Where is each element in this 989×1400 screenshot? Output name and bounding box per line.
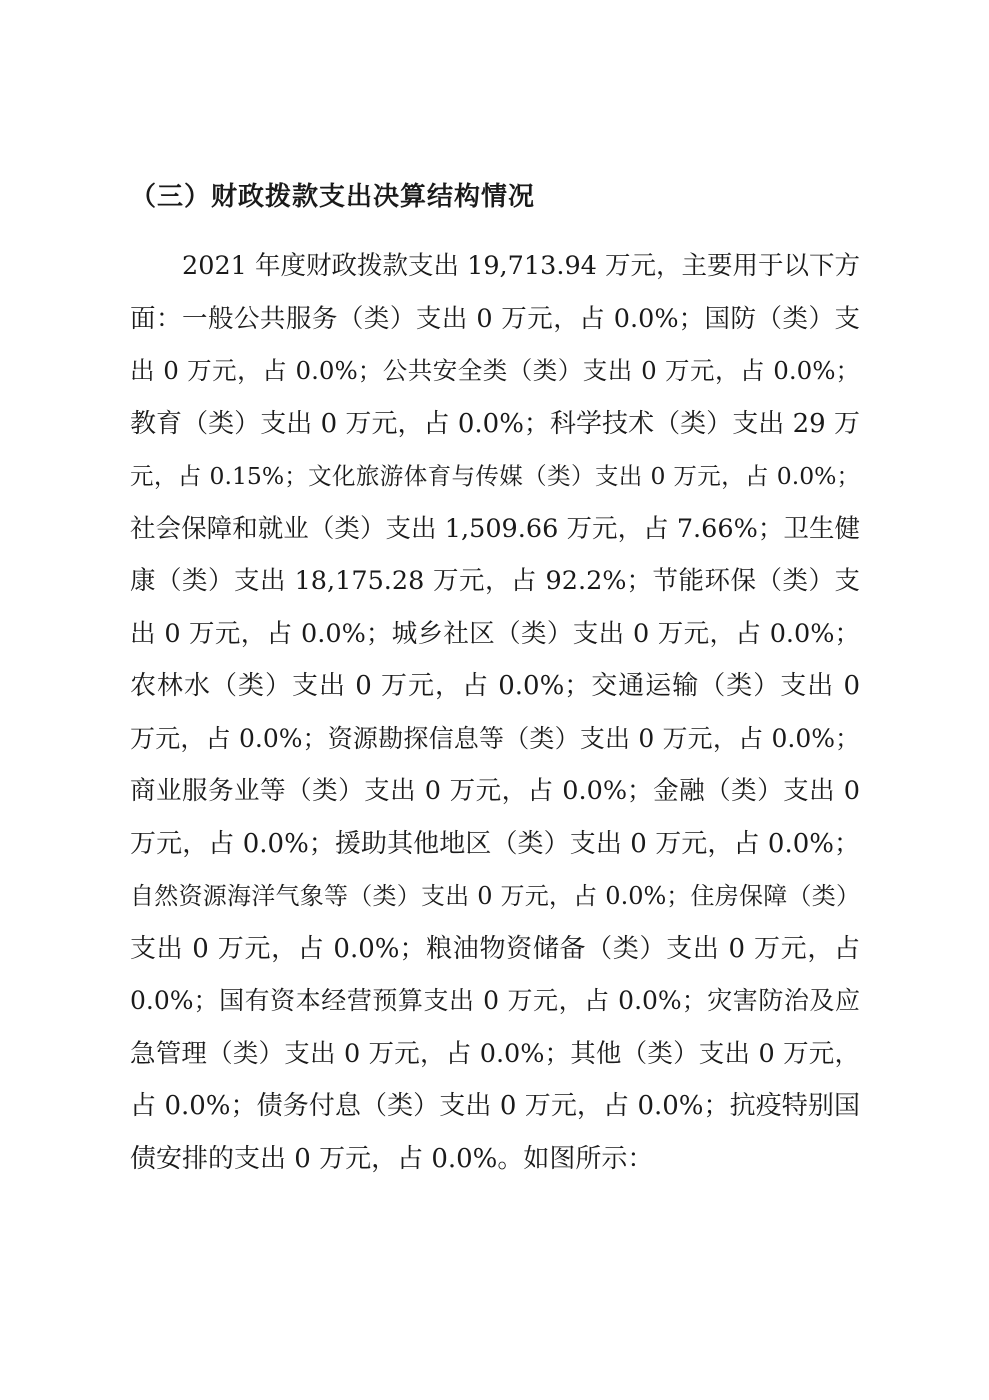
- paragraph-line: 教育（类）支出 0 万元，占 0.0%；科学技术（类）支出 29 万: [130, 408, 860, 439]
- paragraph-line: 0.0%；国有资本经营预算支出 0 万元，占 0.0%；灾害防治及应: [130, 986, 860, 1015]
- paragraph-line: 2021 年度财政拨款支出 19,713.94 万元，主要用于以下方: [182, 251, 860, 281]
- paragraph-line: 元，占 0.15%；文化旅游体育与传媒（类）支出 0 万元，占 0.0%；: [130, 462, 860, 490]
- paragraph-line: 出 0 万元，占 0.0%；城乡社区（类）支出 0 万元，占 0.0%；: [130, 618, 860, 649]
- paragraph-line: 债安排的支出 0 万元，占 0.0%。如图所示：: [130, 1143, 654, 1174]
- paragraph-line: 急管理（类）支出 0 万元，占 0.0%；其他（类）支出 0 万元，: [130, 1038, 860, 1069]
- paragraph-line: 社会保障和就业（类）支出 1,509.66 万元，占 7.66%；卫生健: [130, 513, 860, 544]
- paragraph-line: 万元，占 0.0%；援助其他地区（类）支出 0 万元，占 0.0%；: [130, 828, 860, 859]
- paragraph-line: 商业服务业等（类）支出 0 万元，占 0.0%；金融（类）支出 0: [130, 776, 860, 806]
- paragraph-line: 占 0.0%；债务付息（类）支出 0 万元，占 0.0%；抗疫特别国: [130, 1091, 860, 1121]
- body-paragraph: [130, 240, 860, 1185]
- paragraph-line: 支出 0 万元，占 0.0%；粮油物资储备（类）支出 0 万元，占: [130, 933, 860, 964]
- paragraph-line: 面：一般公共服务（类）支出 0 万元，占 0.0%；国防（类）支: [130, 303, 860, 334]
- paragraph-line: 出 0 万元，占 0.0%；公共安全类（类）支出 0 万元，占 0.0%；: [130, 356, 860, 385]
- paragraph-line: 万元，占 0.0%；资源勘探信息等（类）支出 0 万元，占 0.0%；: [130, 723, 860, 753]
- paragraph-line: 农林水（类）支出 0 万元，占 0.0%；交通运输（类）支出 0: [130, 671, 860, 701]
- paragraph-line: 自然资源海洋气象等（类）支出 0 万元，占 0.0%；住房保障（类）: [130, 882, 860, 910]
- paragraph-line: 康（类）支出 18,175.28 万元，占 92.2%；节能环保（类）支: [130, 566, 860, 596]
- section-heading: （三）财政拨款支出决算结构情况: [130, 182, 536, 212]
